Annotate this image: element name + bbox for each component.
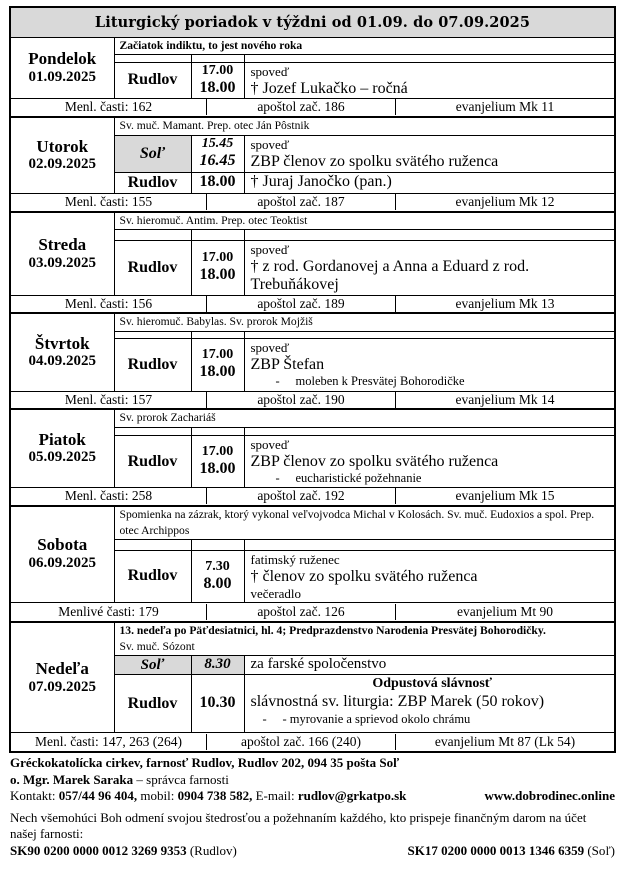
day-block-tuesday: [11, 116, 614, 211]
feast-header: Sv. prorok Zachariáš: [114, 409, 614, 428]
time-1: 17.00: [201, 347, 234, 363]
liturgical-schedule-table: [9, 6, 616, 753]
time-1: 17.00: [201, 250, 234, 266]
service-intention: ZBP členov zo spolku svätého ruženca: [250, 152, 499, 170]
day-label: [11, 38, 114, 98]
service-place: Soľ: [114, 656, 191, 675]
day-label: [11, 409, 114, 488]
service-text: [244, 436, 614, 488]
reading-apostol: apoštol zač. 189: [207, 296, 396, 312]
note-text: moleben k Presvätej Bohorodičke: [295, 373, 465, 388]
day-block-thursday: [11, 312, 614, 408]
service-times: [191, 675, 244, 733]
note-text: - myrovanie a sprievod okolo chrámu: [282, 712, 471, 726]
iban: SK17 0200 0000 0013 1346 6359: [407, 842, 585, 858]
reading-apostol: apoštol zač. 187: [207, 194, 396, 210]
reading-menl: Menl. časti: 156: [11, 296, 207, 312]
time-2: 18.00: [199, 460, 236, 478]
feast-header: Sv. hieromuč. Antim. Prep. otec Teoktist: [114, 212, 614, 229]
service-intention: za farské spoločenstvo: [244, 656, 614, 675]
service-line: fatimský ruženec: [250, 551, 340, 567]
reading-evanjelium: evanjelium Mk 12: [455, 194, 555, 210]
reading-menl: Menl. časti: 162: [11, 99, 207, 115]
service-text: [244, 172, 614, 193]
mobile-number: 0904 738 582,: [177, 788, 253, 803]
feast-saint: Sv. muč. Sózont: [119, 640, 195, 653]
service-place: Rudlov: [114, 240, 191, 295]
feast-header: Sv. hieromuč. Babylas. Sv. prorok Mojžiš: [114, 313, 614, 331]
day-block-wednesday: [11, 211, 614, 312]
service-place: Rudlov: [114, 436, 191, 488]
reading-evanjelium: evanjelium Mk 13: [455, 295, 555, 311]
day-date: 05.09.2025: [28, 449, 96, 466]
service-line: spoveď: [250, 241, 290, 257]
reading-menl: Menl. časti: 157: [11, 392, 207, 408]
note-bullet: -: [275, 373, 280, 388]
account-label: (Soľ): [584, 842, 615, 858]
service-line: spoveď: [250, 437, 290, 452]
service-place: Rudlov: [114, 550, 191, 602]
feast-bold: 13. nedeľa po Päťdesiatnici, hl. 4; Predprazdenstvo Narodenia Presvätej Bohorodičky.: [119, 624, 546, 637]
service-note: [251, 374, 615, 389]
service-place: Rudlov: [114, 675, 191, 733]
service-heading: Odpustová slávnosť: [372, 676, 493, 691]
time-1: 15.45: [201, 136, 234, 152]
account-label: (Rudlov): [186, 842, 237, 858]
feast-header: Spomienka na zázrak, ktorý vykonal veľvojvodca Michal v Kolosách. Sv. muč. Eudoxios a spol. Prep. otec Archippos: [114, 506, 614, 540]
day-name: Sobota: [37, 535, 88, 555]
service-text: [244, 675, 614, 733]
reading-apostol: apoštol zač. 190: [207, 392, 396, 408]
service-intention: † z rod. Gordanovej a Anna a Eduard z rod. Trebuňákovej: [250, 257, 530, 293]
feast-header: Začiatok indiktu, to jest nového roka: [114, 38, 614, 54]
day-date: 01.09.2025: [28, 68, 96, 85]
service-text: [244, 135, 614, 172]
day-name: Pondelok: [28, 49, 97, 69]
time-1: 18.00: [199, 173, 236, 191]
reading-evanjelium: evanjelium Mk 14: [455, 391, 555, 407]
day-date: 04.09.2025: [28, 353, 96, 370]
reading-menl: Menl. časti: 155: [11, 194, 207, 210]
service-times: [191, 240, 244, 295]
reading-apostol: apoštol zač. 186: [207, 99, 396, 115]
reading-menl: Menl. časti: 147, 263 (264): [11, 734, 207, 750]
time-2: 18.00: [199, 266, 236, 284]
day-label: [11, 506, 114, 603]
feast-header: Sv. muč. Mamant. Prep. otec Ján Pôstnik: [114, 117, 614, 135]
phone-number: 057/44 96 404,: [58, 788, 138, 803]
day-block-sunday: [11, 621, 614, 751]
time-1: 17.00: [201, 62, 234, 78]
day-name: Štvrtok: [34, 333, 90, 353]
parish-address: Gréckokatolícka cirkev, farnosť Rudlov, Rudlov 202, 094 35 pošta Soľ: [10, 755, 400, 770]
reading-menl: Menl. časti: 258: [11, 488, 207, 504]
service-times: [191, 436, 244, 488]
readings-row: [11, 295, 614, 312]
service-times: 8.30: [191, 656, 244, 675]
service-line: spoveď: [250, 63, 290, 79]
website: www.dobrodinec.online: [484, 788, 615, 803]
day-label: [11, 313, 114, 391]
iban: SK90 0200 0000 0012 3269 9353: [10, 842, 187, 858]
day-label: [11, 622, 114, 733]
email-address: rudlov@grkatpo.sk: [297, 788, 407, 803]
note-bullet: -: [262, 712, 267, 726]
service-place: Rudlov: [114, 172, 191, 193]
day-block-monday: [11, 38, 614, 116]
contact-line: [10, 788, 615, 805]
service-text: [244, 240, 614, 295]
time-1: 17.00: [201, 444, 234, 460]
time-2: 18.00: [199, 363, 236, 381]
priest-role: – správca farnosti: [133, 771, 229, 787]
service-times: [191, 62, 244, 98]
parish-contact-block: [10, 755, 615, 859]
readings-row: [11, 602, 614, 621]
service-text: [244, 62, 614, 98]
schedule-title: Liturgický poriadok v týždni od 01.09. do 07.09.2025: [11, 8, 614, 38]
day-date: 03.09.2025: [28, 254, 96, 271]
time-2: 8.00: [203, 574, 232, 592]
day-name: Utorok: [36, 136, 89, 156]
day-block-saturday: [11, 505, 614, 622]
note-text: eucharistické požehnanie: [295, 471, 422, 485]
time-1: 7.30: [205, 558, 230, 574]
mobile-label: mobil:: [137, 788, 178, 803]
service-intention: † Jozef Lukačko – ročná: [250, 79, 408, 97]
service-place: Soľ: [114, 135, 191, 172]
account-rudlov: [10, 843, 237, 860]
readings-row: [11, 733, 614, 751]
readings-row: [11, 98, 614, 116]
reading-apostol: apoštol zač. 192: [207, 488, 396, 504]
service-text: [244, 550, 614, 602]
reading-evanjelium: evanjelium Mk 15: [455, 488, 555, 504]
readings-row: [11, 193, 614, 211]
service-intention: † členov zo spolku svätého ruženca: [250, 567, 478, 585]
day-name: Piatok: [38, 429, 86, 449]
service-times: [191, 338, 244, 391]
day-date: 07.09.2025: [28, 678, 96, 695]
feast-header: [114, 622, 614, 656]
account-sol: [407, 843, 615, 860]
time-1: 10.30: [199, 694, 236, 712]
time-2: 18.00: [199, 78, 236, 96]
service-intention: † Juraj Janočko (pan.): [250, 172, 392, 190]
day-date: 06.09.2025: [28, 555, 96, 572]
service-line: spoveď: [250, 339, 290, 355]
reading-evanjelium: evanjelium Mt 87 (Lk 54): [434, 733, 576, 749]
reading-evanjelium: evanjelium Mk 11: [455, 99, 555, 115]
reading-menl: Menlivé časti: 179: [11, 604, 207, 620]
service-line: večeradlo: [250, 585, 302, 601]
reading-apostol: apoštol zač. 166 (240): [207, 734, 396, 750]
reading-evanjelium: evanjelium Mt 90: [457, 603, 553, 619]
readings-row: [11, 488, 614, 505]
service-line: spoveď: [250, 136, 290, 152]
priest-line: [10, 772, 615, 789]
priest-name: o. Mgr. Marek Saraka: [10, 771, 134, 787]
service-note: [251, 712, 615, 727]
bank-accounts: [10, 843, 615, 860]
reading-apostol: apoštol zač. 126: [207, 604, 396, 620]
day-block-friday: [11, 408, 614, 505]
service-times: [191, 135, 244, 172]
donation-text: Nech všemohúci Boh odmení svojou štedrosťou a požehnaním každého, kto prispeje finančným darom na účet našej farnosti:: [10, 809, 587, 841]
note-bullet: -: [275, 471, 280, 485]
day-name: Nedeľa: [35, 658, 89, 678]
service-note: [251, 471, 615, 486]
day-date: 02.09.2025: [28, 156, 96, 173]
time-2: 16.45: [199, 152, 236, 170]
service-intention: ZBP členov zo spolku svätého ruženca: [250, 453, 499, 470]
service-intention: slávnostná sv. liturgia: ZBP Marek (50 rokov): [250, 693, 545, 710]
service-times: [191, 172, 244, 193]
day-label: [11, 117, 114, 193]
day-name: Streda: [38, 235, 87, 255]
service-text: [244, 338, 614, 391]
email-label: E-mail:: [252, 788, 298, 803]
contact-label: Kontakt:: [10, 788, 59, 803]
service-intention: ZBP Štefan: [250, 355, 325, 373]
day-label: [11, 212, 114, 295]
service-place: Rudlov: [114, 62, 191, 98]
readings-row: [11, 391, 614, 408]
service-times: [191, 550, 244, 602]
service-place: Rudlov: [114, 338, 191, 391]
